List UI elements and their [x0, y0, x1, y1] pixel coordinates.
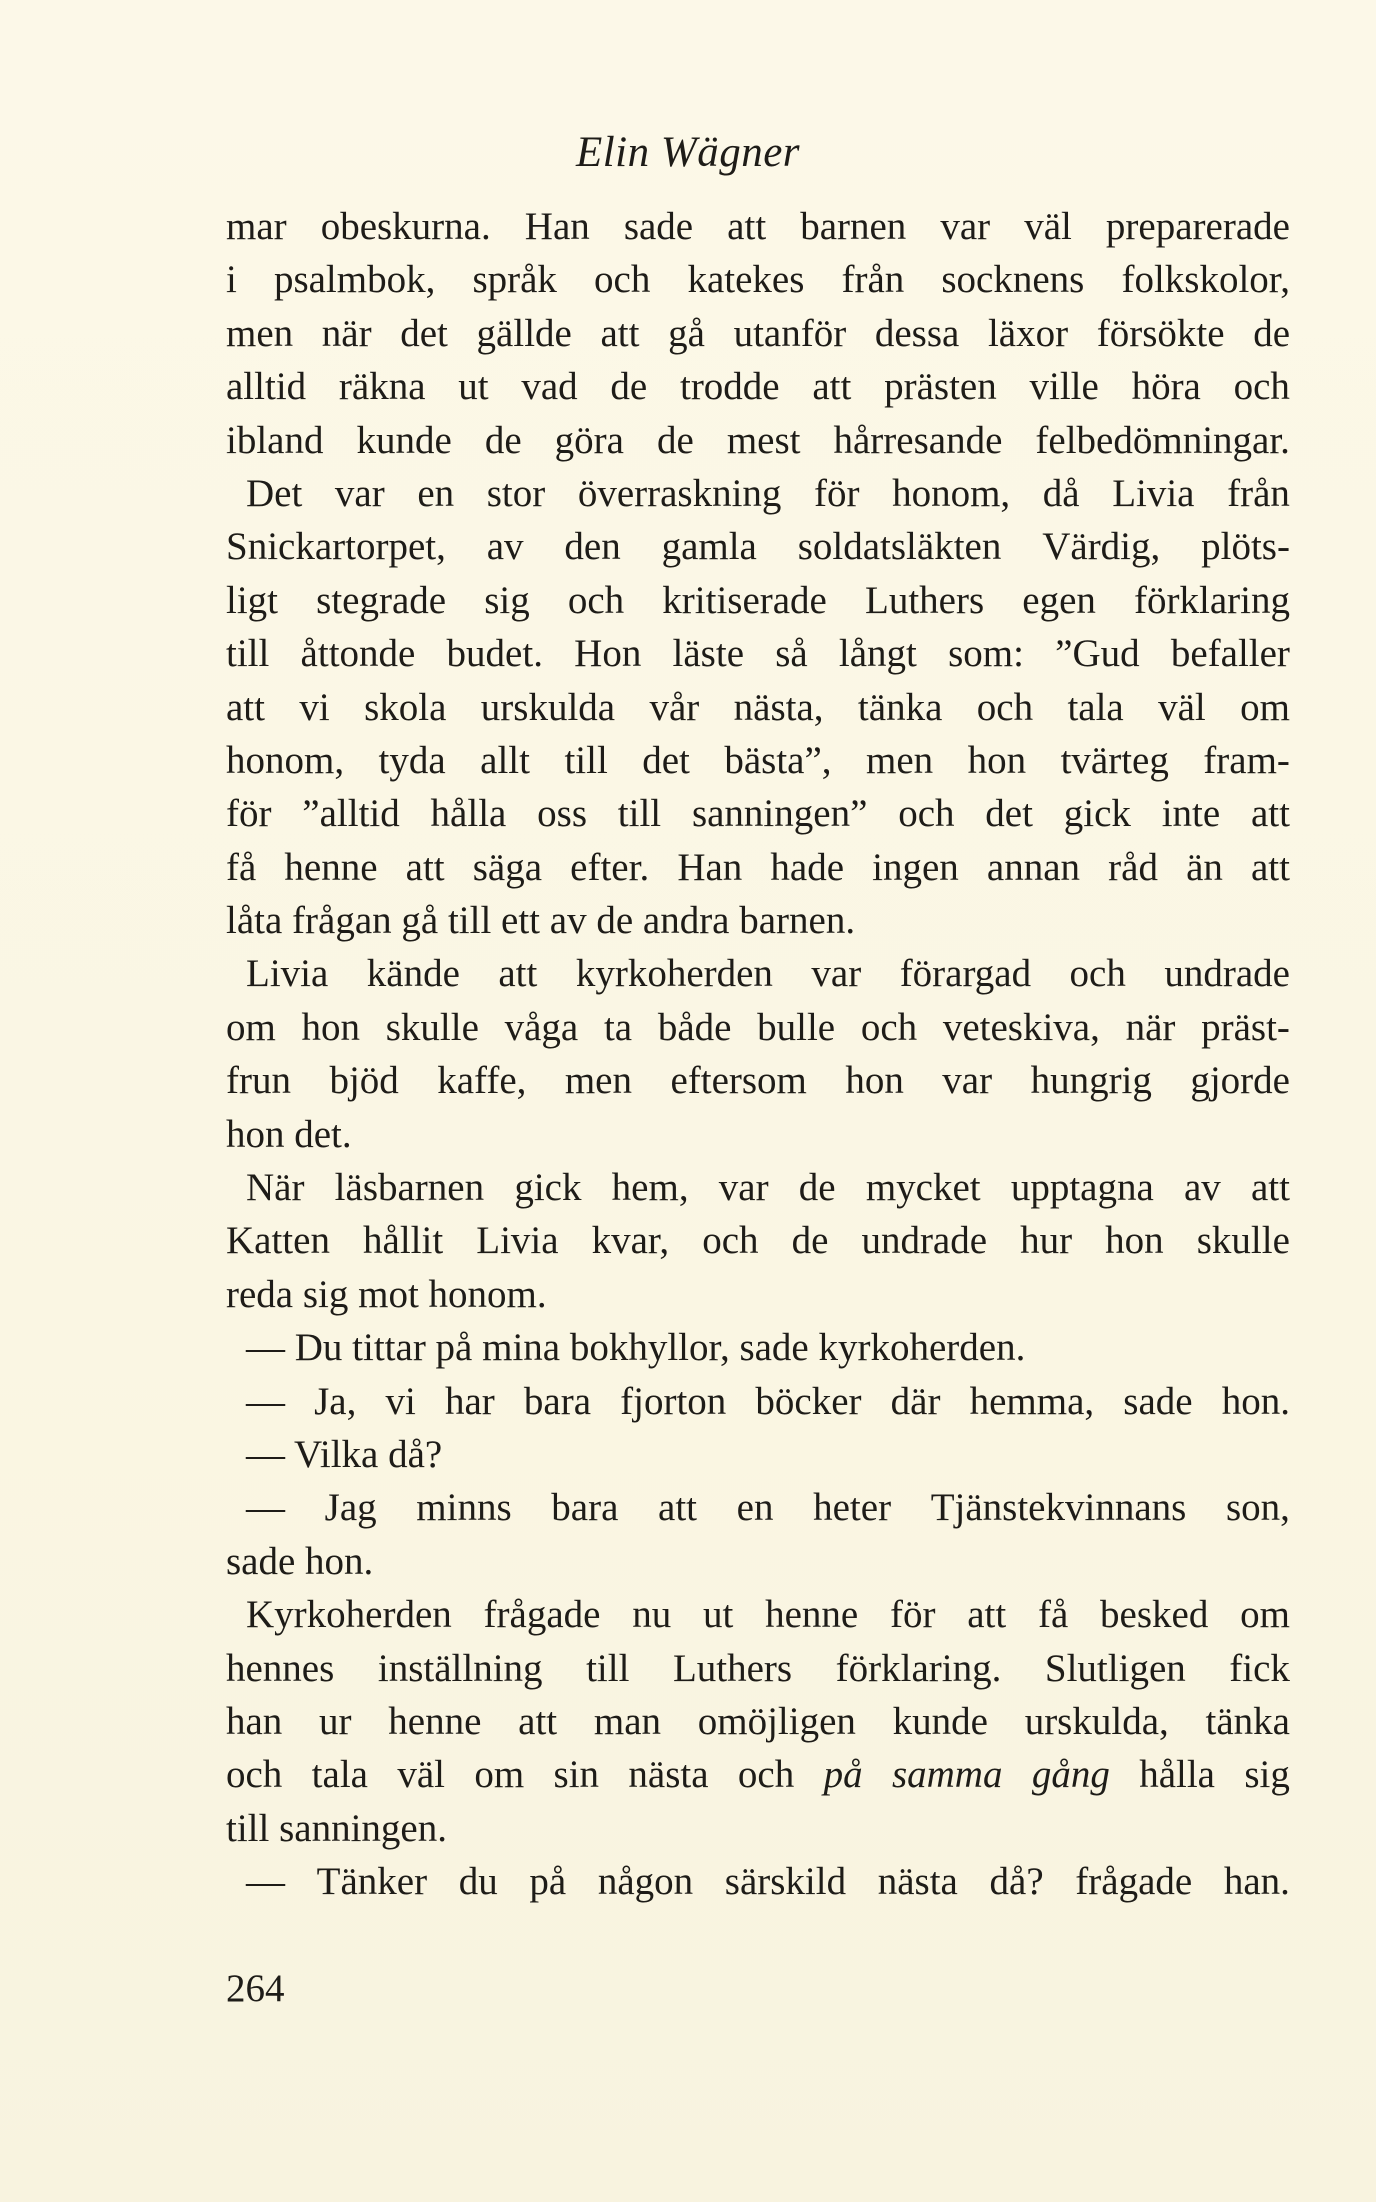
text-line: Katten hållit Livia kvar, och de undrade hur hon skulle	[226, 1219, 1290, 1263]
text-line: honom, tyda allt till det bästa”, men hon tvärteg fram-	[226, 738, 1290, 782]
text-line: få henne att säga efter. Han hade ingen annan råd än att	[226, 845, 1290, 889]
text-line: Kyrkoherden frågade nu ut henne för att få besked om	[246, 1593, 1290, 1637]
text-line: Det var en stor överraskning för honom, då Livia från	[246, 471, 1290, 515]
text-line: mar obeskurna. Han sade att barnen var väl preparerade	[226, 205, 1290, 248]
text-line: och tala väl om sin nästa och på samma gång hålla sig	[226, 1753, 1290, 1797]
text-line: — Du tittar på mina bokhyllor, sade kyrkoherden.	[246, 1326, 1026, 1370]
text-line: ligt stegrade sig och kritiserade Luthers egen förklaring	[226, 578, 1290, 622]
body-text	[226, 200, 1290, 1909]
text-line: sade hon.	[226, 1539, 374, 1583]
text-line: — Tänker du på någon särskild nästa då? frågade han.	[246, 1860, 1290, 1904]
text-line: ibland kunde de göra de mest hårresande felbedömningar.	[226, 418, 1290, 462]
text-line: om hon skulle våga ta både bulle och veteskiva, när präst-	[226, 1005, 1290, 1049]
text-line: — Ja, vi har bara fjorton böcker där hemma, sade hon.	[246, 1379, 1290, 1423]
text-line: att vi skola urskulda vår nästa, tänka och tala väl om	[226, 685, 1290, 729]
text-line: men när det gällde att gå utanför dessa läxor försökte de	[226, 311, 1290, 355]
text-line: Livia kände att kyrkoherden var förargad och undrade	[246, 952, 1290, 996]
text-line: i psalmbok, språk och katekes från socknens folkskolor,	[226, 258, 1290, 302]
text-line: — Vilka då?	[246, 1432, 443, 1476]
text-line: När läsbarnen gick hem, var de mycket upptagna av att	[246, 1166, 1290, 1210]
text-line: alltid räkna ut vad de trodde att prästen ville höra och	[226, 365, 1290, 409]
text-line: — Jag minns bara att en heter Tjänstekvinnans son,	[246, 1486, 1290, 1530]
text-line: reda sig mot honom.	[226, 1272, 547, 1316]
text-line: för ”alltid hålla oss till sanningen” och det gick inte att	[226, 792, 1290, 836]
text-line: han ur henne att man omöjligen kunde urskulda, tänka	[226, 1699, 1290, 1743]
text-line: till åttonde budet. Hon läste så långt som: ”Gud befaller	[226, 632, 1290, 676]
running-head: Elin Wägner	[575, 129, 801, 176]
text-line: till sanningen.	[226, 1806, 447, 1850]
text-line: Snickartorpet, av den gamla soldatsläkten Värdig, plöts-	[226, 525, 1290, 569]
text-line: hon det.	[226, 1112, 352, 1156]
text-line: hennes inställning till Luthers förklaring. Slutligen fick	[226, 1646, 1290, 1690]
page-number: 264	[226, 1967, 285, 2010]
text-line: frun bjöd kaffe, men eftersom hon var hungrig gjorde	[226, 1059, 1290, 1103]
text-line: låta frågan gå till ett av de andra barnen.	[226, 899, 856, 943]
